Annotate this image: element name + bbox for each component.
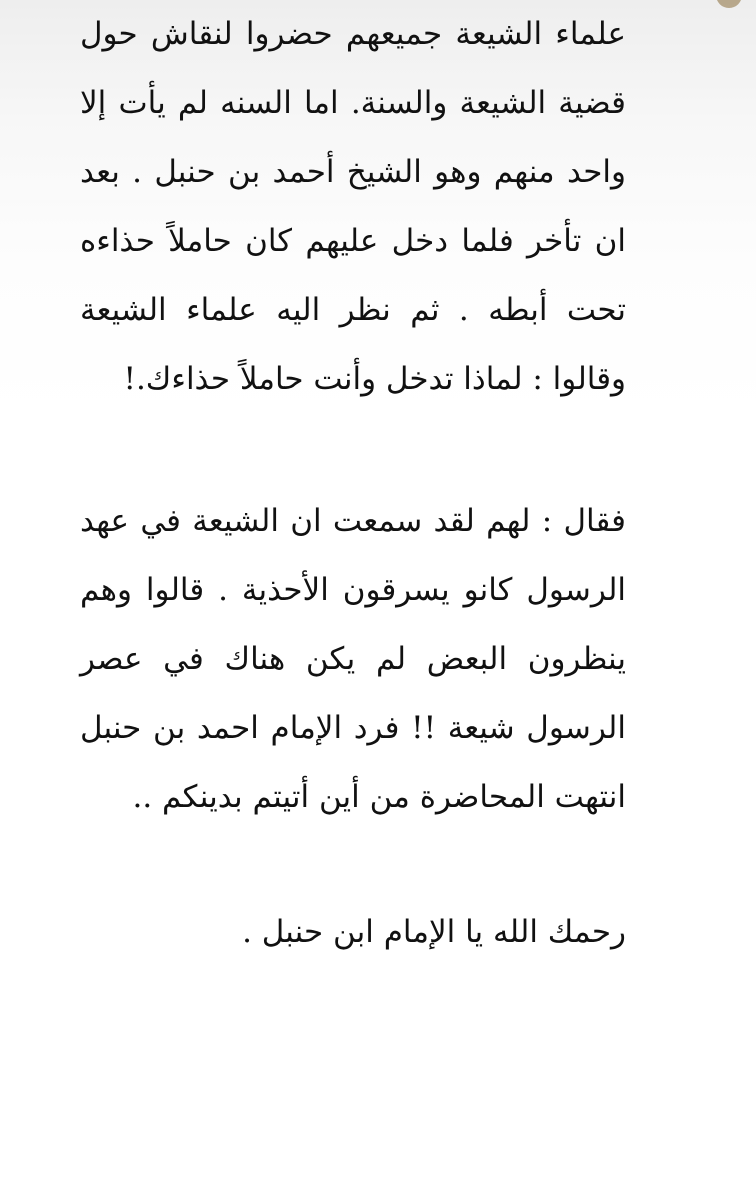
text-line: وقالوا : لماذا تدخل وأنت حاملاً حذاءك.!	[123, 361, 626, 397]
text-line: الرسول كانو يسرقون الأحذية . قالوا وهم	[80, 572, 626, 608]
text-line: رحمك الله يا الإمام ابن حنبل .	[242, 914, 626, 950]
paragraph-2	[80, 487, 626, 832]
paragraph-3	[80, 898, 626, 967]
text-line: فقال : لهم لقد سمعت ان الشيعة في عهد	[80, 503, 626, 539]
text-line: ان تأخر فلما دخل عليهم كان حاملاً حذاءه	[80, 223, 626, 259]
text-line: واحد منهم وهو الشيخ أحمد بن حنبل . بعد	[80, 154, 626, 190]
avatar	[716, 0, 742, 8]
paragraph-1	[80, 0, 626, 414]
text-line: الرسول شيعة !! فرد الإمام احمد بن حنبل	[80, 710, 626, 746]
text-line: قضية الشيعة والسنة. اما السنه لم يأت إلا	[80, 85, 626, 121]
text-line: انتهت المحاضرة من أين أتيتم بدينكم ..	[132, 779, 626, 815]
text-line: علماء الشيعة جميعهم حضروا لنقاش حول	[80, 16, 626, 52]
text-line: تحت أبطه . ثم نظر اليه علماء الشيعة	[80, 292, 626, 328]
text-line: ينظرون البعض لم يكن هناك في عصر	[80, 641, 626, 677]
